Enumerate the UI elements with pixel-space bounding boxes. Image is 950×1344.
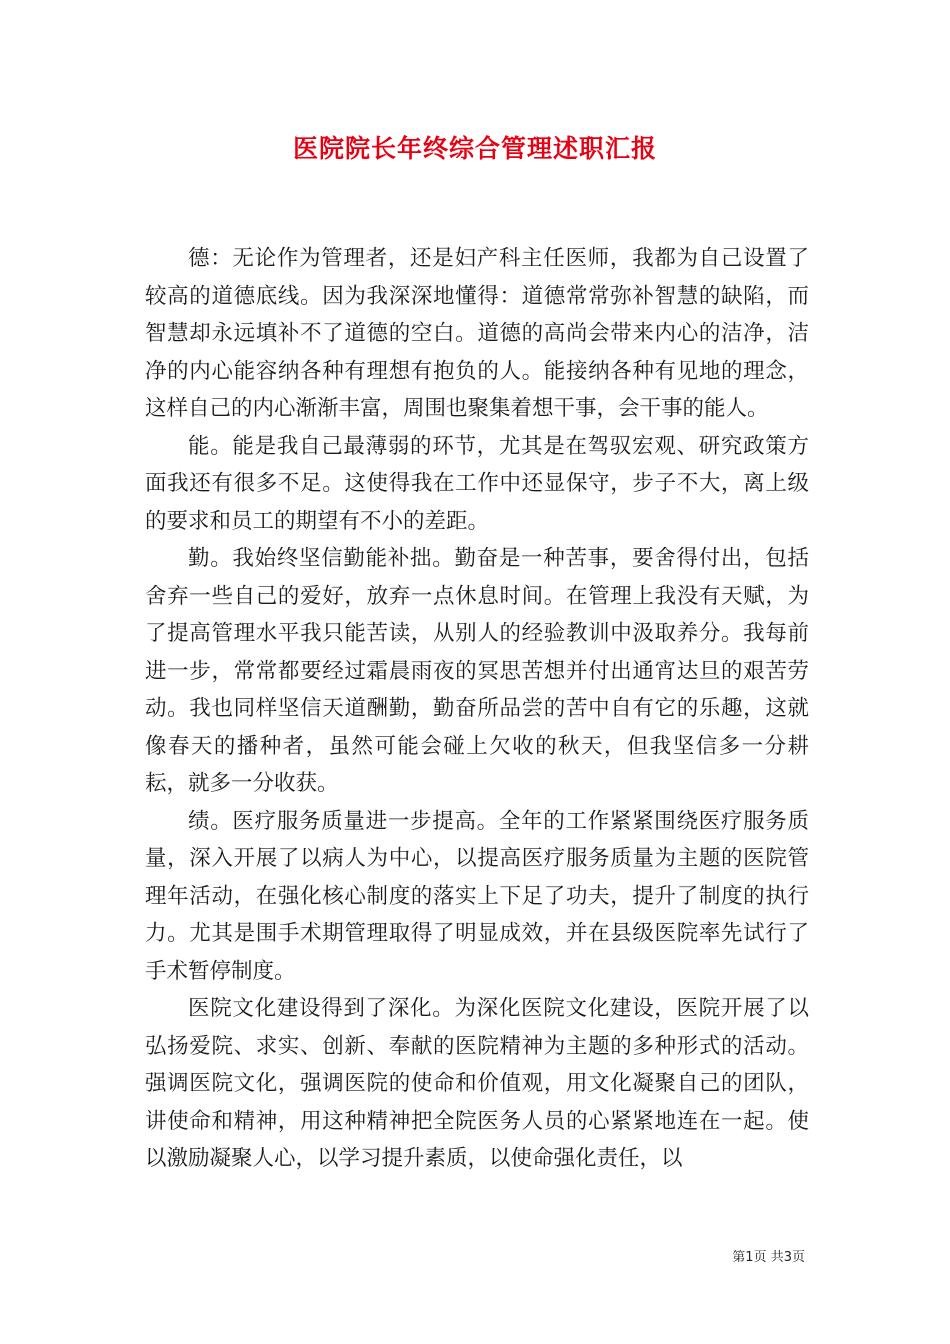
paragraph-ability: 能。能是我自己最薄弱的环节，尤其是在驾驭宏观、研究政策方面我还有很多不足。这使得我在工作中还显保守，步子不大，离上级的要求和员工的期望有不小的差距。 [145, 433, 809, 534]
footer-suffix: 页 [791, 1250, 805, 1265]
page-number-footer [732, 1249, 805, 1267]
paragraph-achievement: 绩。医疗服务质量进一步提高。全年的工作紧紧围绕医疗服务质量，深入开展了以病人为中心，以提高医疗服务质量为主题的医院管理年活动，在强化核心制度的落实上下足了功夫，提升了制度的执行力。尤其是围手术期管理取得了明显成效，并在县级医院率先试行了手术暂停制度。 [145, 808, 809, 984]
footer-total-pages: 3 [783, 1250, 792, 1265]
paragraph-culture: 医院文化建设得到了深化。为深化医院文化建设，医院开展了以弘扬爱院、求实、创新、奉献的医院精神为主题的多种形式的活动。强调医院文化，强调医院的使命和价值观，用文化凝聚自己的团队，讲使命和精神，用这种精神把全院医务人员的心紧紧地连在一起。使以激励凝聚人心，以学习提升素质，以使命强化责任，以 [145, 996, 809, 1171]
footer-prefix: 第 [732, 1250, 746, 1265]
paragraph-diligence: 勤。我始终坚信勤能补拙。勤奋是一种苦事，要舍得付出，包括舍弃一些自己的爱好，放弃一点休息时间。在管理上我没有天赋，为了提高管理水平我只能苦读，从别人的经验教训中汲取养分。我每前进一步，常常都要经过霜晨雨夜的冥思苦想并付出通宵达旦的艰苦劳动。我也同样坚信天道酬勤，勤奋所品尝的苦中自有它的乐趣，这就像春天的播种者，虽然可能会碰上欠收的秋天，但我坚信多一分耕耘，就多一分收获。 [145, 546, 809, 796]
paragraph-virtue: 德：无论作为管理者，还是妇产科主任医师，我都为自己设置了较高的道德底线。因为我深深地懂得：道德常常弥补智慧的缺陷，而智慧却永远填补不了道德的空白。道德的高尚会带来内心的洁净，洁净的内心能容纳各种有理想有抱负的人。能接纳各种有见地的理念，这样自己的内心渐渐丰富，周围也聚集着想干事，会干事的能人。 [145, 246, 809, 421]
footer-current-page: 1 [745, 1250, 754, 1265]
footer-middle: 页 共 [753, 1250, 784, 1265]
document-title: 医院院长年终综合管理述职汇报 [292, 134, 657, 163]
document-body [145, 240, 809, 1178]
